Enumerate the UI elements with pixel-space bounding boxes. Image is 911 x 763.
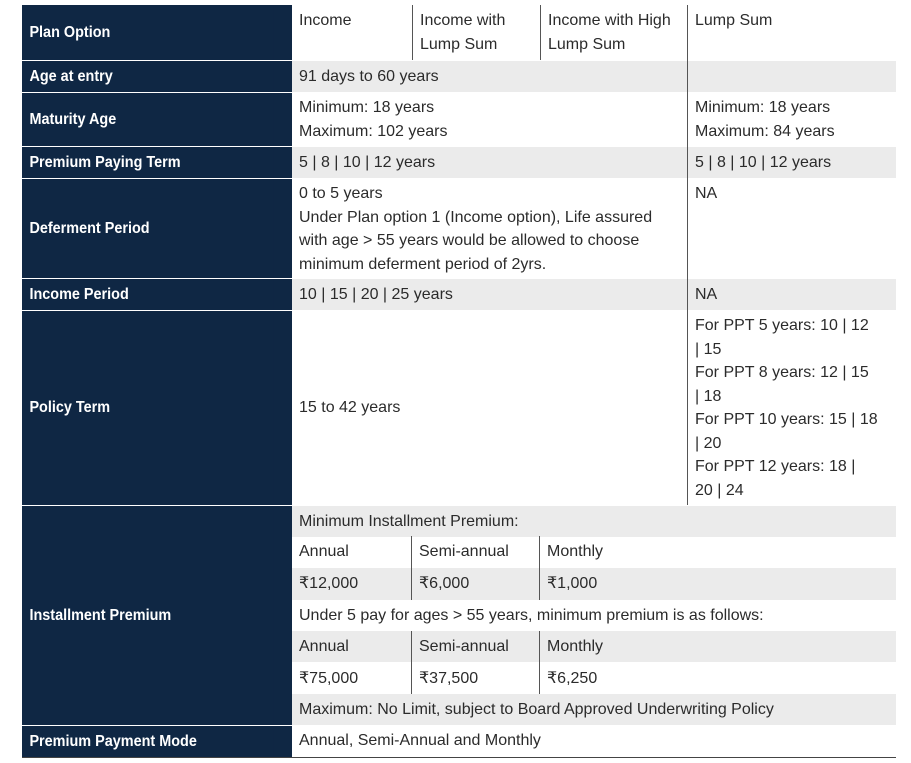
policy-term-income: 15 to 42 years: [299, 399, 401, 416]
option-income-high-lump-sum: Income with High Lump Sum: [548, 12, 671, 53]
deferment-period-label: Deferment Period: [22, 179, 273, 278]
under5-mode-annual: Annual: [299, 638, 349, 655]
age-at-entry-label: Age at entry: [22, 61, 273, 92]
premium-paying-term-income: 5 | 8 | 10 | 12 years: [299, 154, 436, 171]
income-period-label: Income Period: [22, 279, 273, 310]
plan-option-label: Plan Option: [22, 5, 273, 60]
deferment-period-income: 0 to 5 years Under Plan option 1 (Income option), Life assured with age > 55 years would be allowed to choose minimum deferment period of 2yrs.: [299, 185, 653, 273]
premium-paying-term-label: Premium Paying Term: [22, 147, 273, 178]
min-installment-title: Minimum Installment Premium:: [292, 506, 896, 537]
maturity-age-lump: Minimum: 18 years Maximum: 84 years: [695, 99, 835, 140]
deferment-period-lump: NA: [695, 185, 718, 202]
min-monthly-value: ₹1,000: [547, 575, 598, 592]
income-period-income: 10 | 15 | 20 | 25 years: [299, 286, 453, 303]
option-income-lump-sum: Income with Lump Sum: [420, 12, 506, 53]
installment-premium-label: Installment Premium: [22, 506, 273, 725]
min-semi-annual-value: ₹6,000: [419, 575, 470, 592]
option-income: Income: [299, 12, 352, 29]
age-at-entry-value: 91 days to 60 years: [292, 61, 896, 92]
min-mode-monthly: Monthly: [547, 543, 604, 560]
maximum-premium: Maximum: No Limit, subject to Board Approved Underwriting Policy: [292, 694, 896, 725]
under5-mode-monthly: Monthly: [547, 638, 604, 655]
min-annual-value: ₹12,000: [299, 575, 359, 592]
option-lump-sum: Lump Sum: [695, 12, 773, 29]
maturity-age-label: Maturity Age: [22, 93, 273, 146]
premium-payment-mode-label: Premium Payment Mode: [22, 726, 273, 757]
under5-semi-annual-value: ₹37,500: [419, 670, 479, 687]
policy-term-label: Policy Term: [22, 311, 273, 505]
premium-paying-term-lump: 5 | 8 | 10 | 12 years: [695, 154, 832, 171]
under5-mode-semi-annual: Semi-annual: [419, 638, 509, 655]
premium-payment-mode-value: Annual, Semi-Annual and Monthly: [299, 732, 541, 749]
income-period-lump: NA: [695, 286, 718, 303]
under5-annual-value: ₹75,000: [299, 670, 359, 687]
under5-title: Under 5 pay for ages > 55 years, minimum premium is as follows:: [299, 607, 764, 624]
min-mode-annual: Annual: [299, 543, 349, 560]
under5-monthly-value: ₹6,250: [547, 670, 598, 687]
policy-term-lump: For PPT 5 years: 10 | 12 | 15 For PPT 8 years: 12 | 15 | 18 For PPT 10 years: 15 | 18 | 20 For PPT 12 years: 18 | 20 | 24: [695, 317, 878, 499]
min-mode-semi-annual: Semi-annual: [419, 543, 509, 560]
maturity-age-income: Minimum: 18 years Maximum: 102 years: [299, 99, 448, 140]
